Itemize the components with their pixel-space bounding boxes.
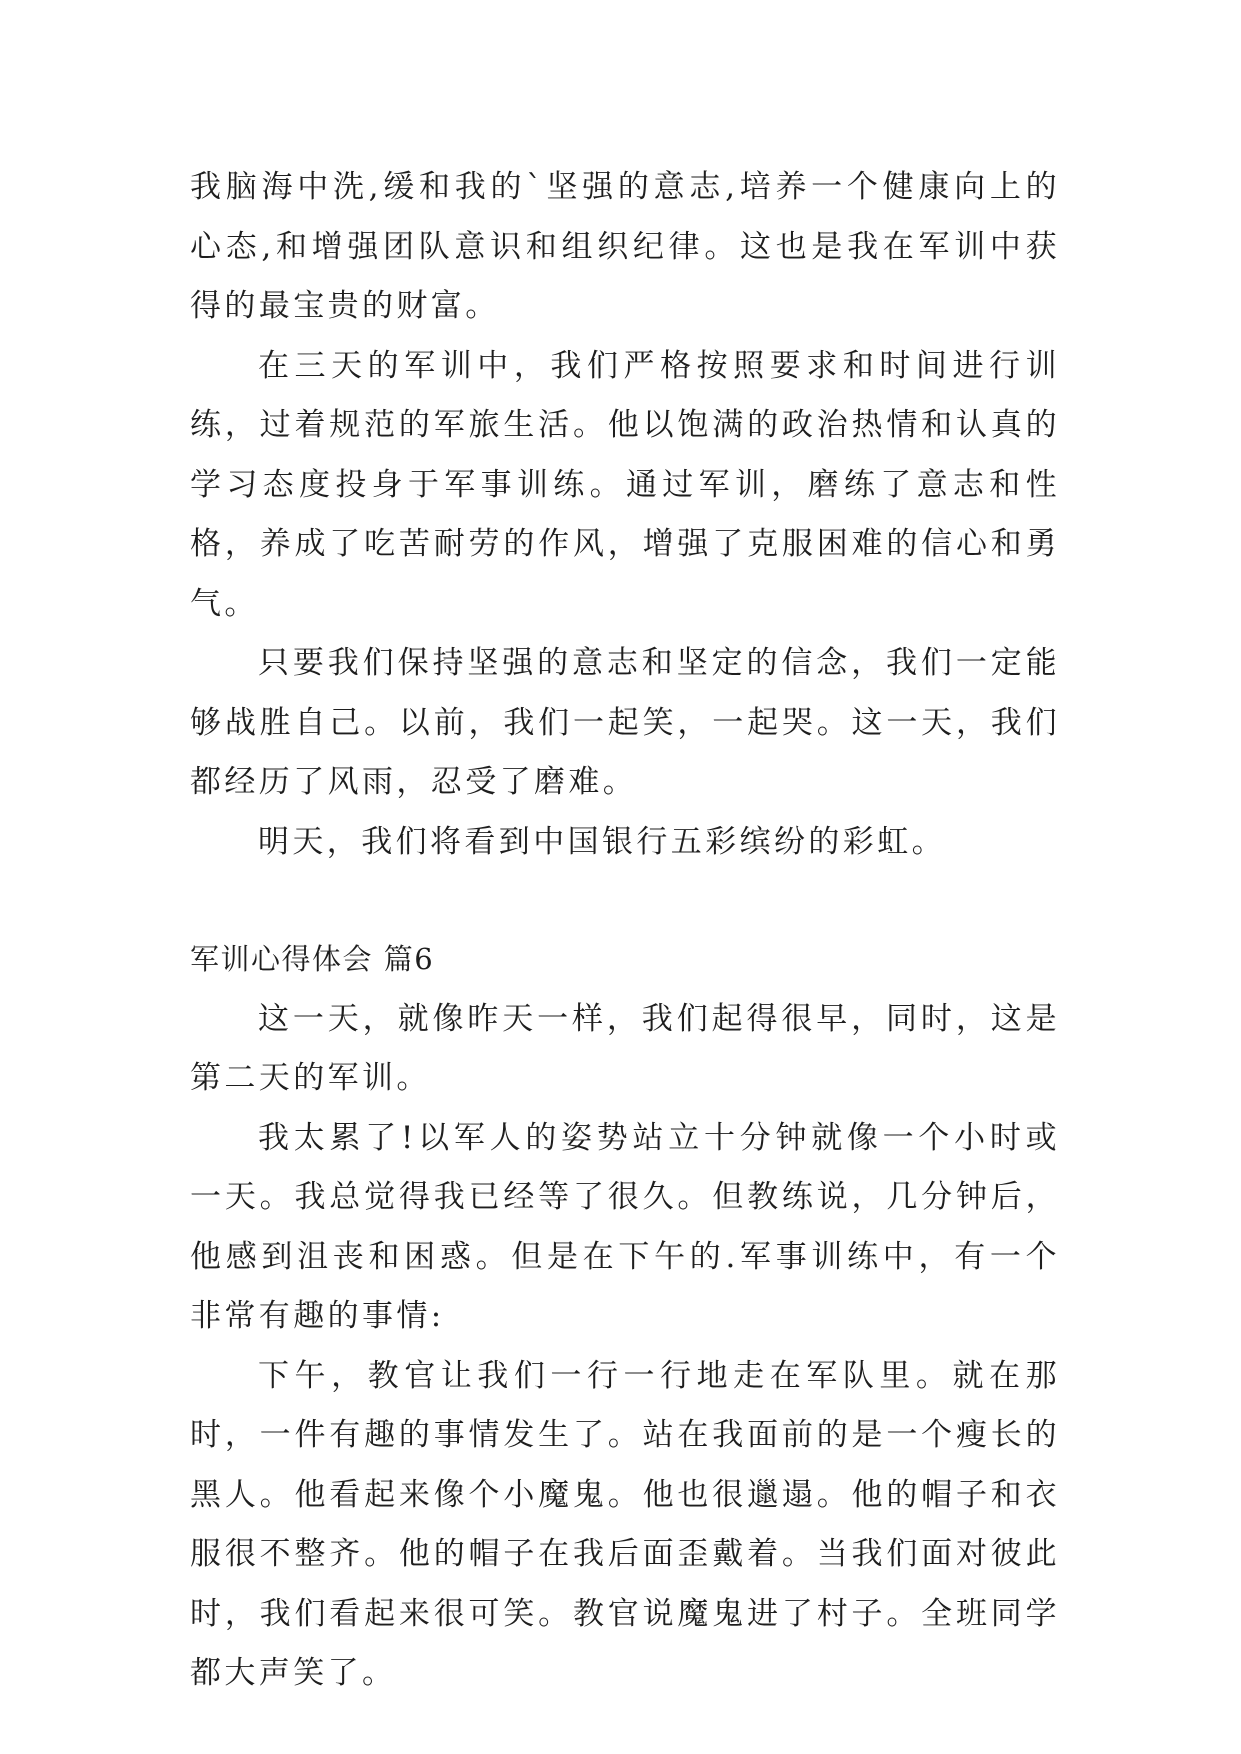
- section-spacer: [190, 872, 1060, 930]
- paragraph-7: 下午，教官让我们一行一行地走在军队里。就在那时，一件有趣的事情发生了。站在我面前的是一个瘦长的黑人。他看起来像个小魔鬼。他也很邋遢。他的帽子和衣服很不整齐。他的帽子在我后面歪戴着。当我们面对彼此时，我们看起来很可笑。教官说魔鬼进了村子。全班同学都大声笑了。: [190, 1357, 1060, 1691]
- paragraph-1: 我脑海中洗,缓和我的`坚强的意志,培养一个健康向上的心态,和增强团队意识和组织纪律。这也是我在军训中获得的最宝贵的财富。: [190, 169, 1060, 324]
- paragraph-5: 这一天，就像昨天一样，我们起得很早，同时，这是第二天的军训。: [190, 1000, 1060, 1096]
- paragraph-3: 只要我们保持坚强的意志和坚定的信念，我们一定能够战胜自己。以前，我们一起笑，一起哭。这一天，我们都经历了风雨，忍受了磨难。: [190, 645, 1060, 800]
- document-body: [190, 158, 1060, 1704]
- paragraph-6: 我太累了!以军人的姿势站立十分钟就像一个小时或一天。我总觉得我已经等了很久。但教练说，几分钟后，他感到沮丧和困惑。但是在下午的.军事训练中，有一个非常有趣的事情:: [190, 1119, 1060, 1334]
- paragraph-2: 在三天的军训中，我们严格按照要求和时间进行训练，过着规范的军旅生活。他以饱满的政治热情和认真的学习态度投身于军事训练。通过军训，磨练了意志和性格，养成了吃苦耐劳的作风，增强了克服困难的信心和勇气。: [190, 347, 1060, 622]
- paragraph-4: 明天，我们将看到中国银行五彩缤纷的彩虹。: [258, 823, 946, 860]
- section-heading: 军训心得体会 篇6: [190, 942, 435, 976]
